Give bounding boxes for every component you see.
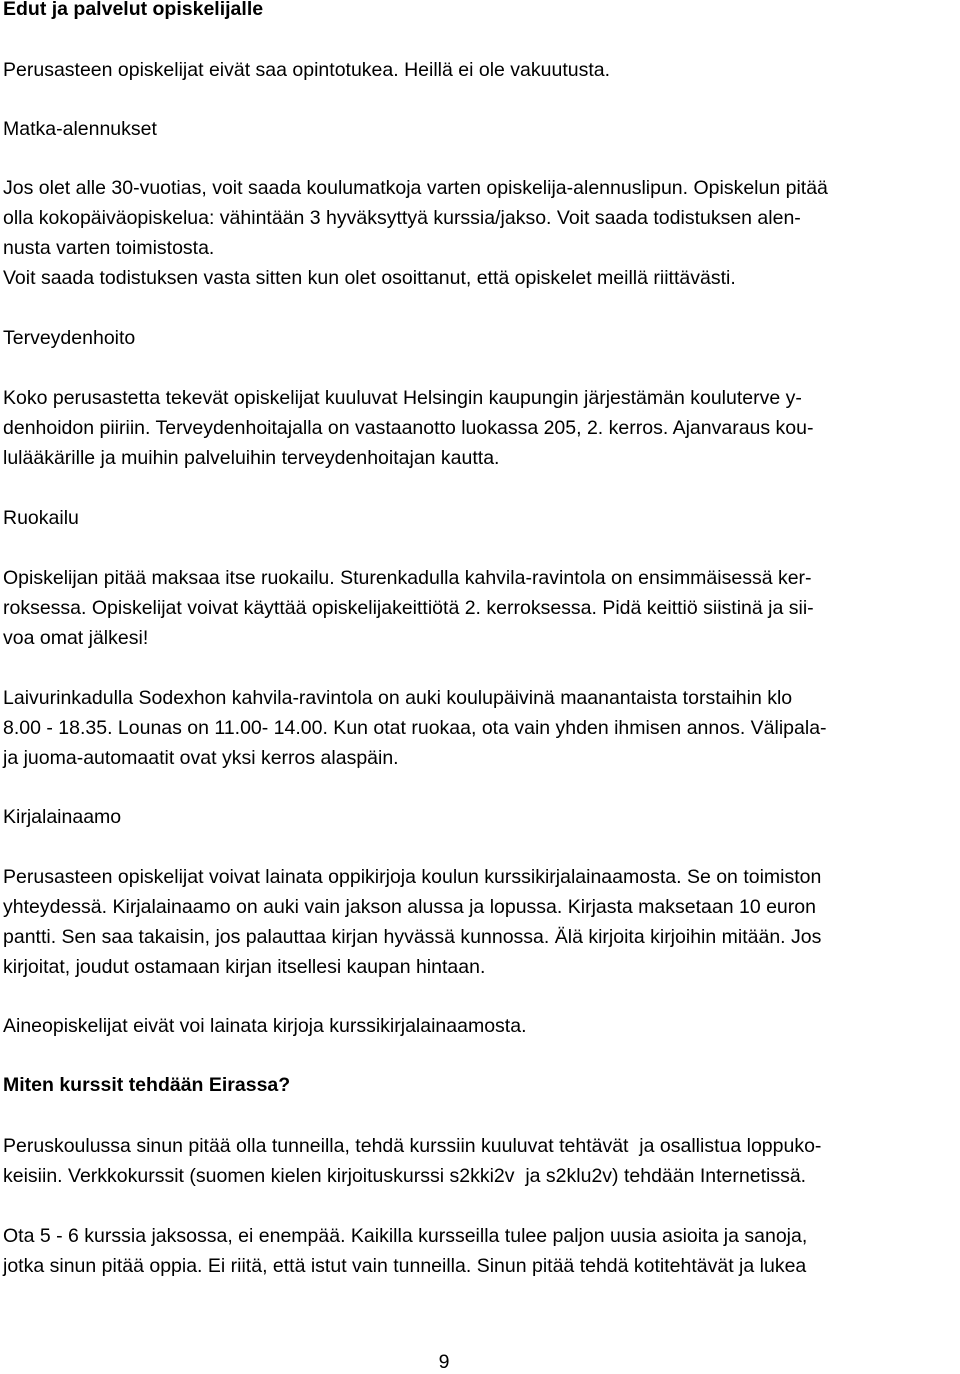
- travel-text-line: Jos olet alle 30-vuotias, voit saada koulumatkoja varten opiskelija-alennuslipun. Opiskelun pitää: [3, 177, 828, 199]
- courses-text-line: jotka sinun pitää oppia. Ei riitä, että istut vain tunneilla. Sinun pitää tehdä kotitehtävät ja lukea: [3, 1255, 807, 1277]
- travel-text-line: olla kokopäiväopiskelua: vähintään 3 hyväksyttyä kurssia/jakso. Voit saada todistuksen alen-: [3, 207, 801, 229]
- travel-heading: Matka-alennukset: [3, 118, 157, 140]
- library-text-line: Perusasteen opiskelijat voivat lainata oppikirjoja koulun kurssikirjalainaamosta. Se on toimiston: [3, 866, 822, 888]
- travel-text-line: Voit saada todistuksen vasta sitten kun olet osoittanut, että opiskelet meillä riittävästi.: [3, 267, 736, 289]
- food-text-line: ja juoma-automaatit ovat yksi kerros alaspäin.: [3, 747, 399, 769]
- food-text-line: roksessa. Opiskelijat voivat käyttää opiskelijakeittiötä 2. kerroksessa. Pidä keittiö siistinä ja sii-: [3, 597, 814, 619]
- food-heading: Ruokailu: [3, 507, 79, 529]
- courses-text-line: keisiin. Verkkokurssit (suomen kielen kirjoituskurssi s2kki2v ja s2klu2v) tehdään Internetissä.: [3, 1165, 807, 1187]
- courses-text-line: Ota 5 - 6 kurssia jaksossa, ei enempää. Kaikilla kursseilla tulee paljon uusia asioita ja sanoja,: [3, 1225, 808, 1247]
- library-text-line: Aineopiskelijat eivät voi lainata kirjoja kurssikirjalainaamosta.: [3, 1015, 527, 1037]
- food-text-line: Opiskelijan pitää maksaa itse ruokailu. Sturenkadulla kahvila-ravintola on ensimmäisessä ker-: [3, 567, 812, 589]
- health-text-line: denhoidon piiriin. Terveydenhoitajalla on vastaanotto luokassa 205, 2. kerros. Ajanvaraus kou-: [3, 417, 814, 439]
- library-heading: Kirjalainaamo: [3, 806, 122, 828]
- food-text-line: Laivurinkadulla Sodexhon kahvila-ravintola on auki koulupäivinä maanantaista torstaihin klo: [3, 687, 793, 709]
- courses-heading: Miten kurssit tehdään Eirassa?: [3, 1074, 291, 1096]
- health-text-line: lulääkärille ja muihin palveluihin terveydenhoitajan kautta.: [3, 447, 500, 469]
- health-heading: Terveydenhoito: [3, 327, 136, 349]
- library-text-line: yhteydessä. Kirjalainaamo on auki vain jakson alussa ja lopussa. Kirjasta maksetaan 10 euron: [3, 896, 816, 918]
- food-text-line: voa omat jälkesi!: [3, 627, 149, 649]
- courses-text-line: Peruskoulussa sinun pitää olla tunneilla, tehdä kurssiin kuuluvat tehtävät ja osallistua loppuko-: [3, 1135, 822, 1157]
- library-text-line: pantti. Sen saa takaisin, jos palauttaa kirjan hyvässä kunnossa. Älä kirjoita kirjoihin mitään. Jos: [3, 926, 822, 948]
- library-text-line: kirjoitat, joudut ostamaan kirjan itsellesi kaupan hintaan.: [3, 956, 486, 978]
- travel-text-line: nusta varten toimistosta.: [3, 237, 215, 259]
- page-title: Edut ja palvelut opiskelijalle: [3, 0, 264, 20]
- health-text-line: Koko perusastetta tekevät opiskelijat kuuluvat Helsingin kaupungin järjestämän kouluterve y-: [3, 387, 802, 409]
- intro-text: Perusasteen opiskelijat eivät saa opintotukea. Heillä ei ole vakuutusta.: [3, 59, 611, 81]
- page-number: 9: [438, 1351, 450, 1373]
- food-text-line: 8.00 - 18.35. Lounas on 11.00- 14.00. Kun otat ruokaa, ota vain yhden ihmisen annos. Välipala-: [3, 717, 827, 739]
